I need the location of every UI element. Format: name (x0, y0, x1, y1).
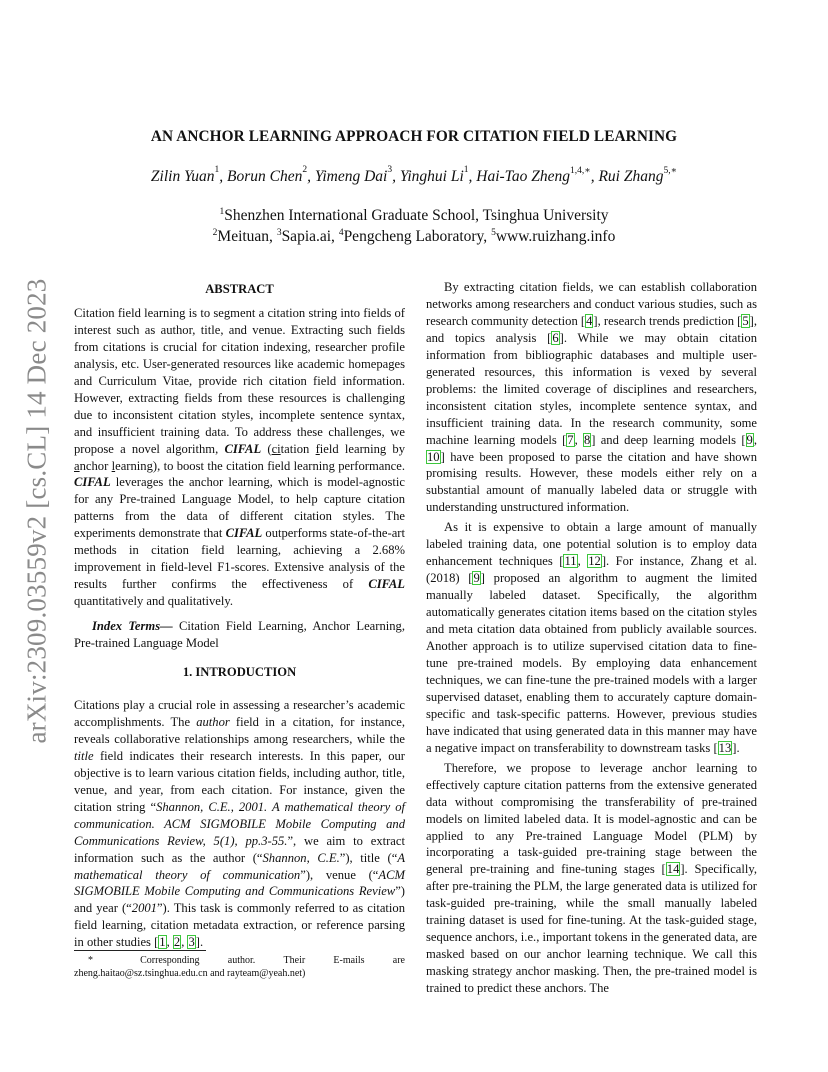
citation-link[interactable]: 12 (588, 554, 601, 569)
intro-right-column (426, 279, 757, 997)
introduction-heading: 1. INTRODUCTION (182, 665, 297, 679)
footnote-rule (74, 950, 206, 951)
citation-link[interactable]: 2 (173, 935, 181, 950)
intro-paragraph-1: Citations play a crucial role in assessing a researcher’s academic accomplishments. The author field in a citation, for instance, reveals collaborative relationships among researchers, while the title field indicates their research interests. In this paper, our objective is to learn various citation fields, including author, title, venue, and year, from each citation. For instance, given the citation string “Shannon, C.E., 2001. A mathematical theory of communication. ACM SIGMOBILE Mobile Computing and Communications Review, 5(1), pp.3-55.”, we aim to extract information such as the author (“Shannon, C.E.”), title (“A mathematical theory of communication”), venue (“ACM SIGMOBILE Mobile Computing and Communications Review”) and year (“2001”). This task is commonly referred to as citation field learning, citation metadata extraction, or reference parsing in other studies [1, 2, 3]. (74, 698, 406, 950)
citation-link[interactable]: 13 (718, 740, 732, 755)
affiliation-line-2: $^2$Meituan, $^3$Sapia.ai, $^4$Pengcheng Laboratory, $^5$www.ruizhang.info (212, 228, 616, 245)
intro-paragraph-2: By extracting citation fields, we can establish collaboration networks among researchers and conduct various studies, such as research community detection [4], research trends prediction [5], and topics analysis [6]. While we may obtain citation information from bibliographic databases and multiple user-generated resources, this information is vexed by several problems: the limited coverage of disciplines and researchers, inconsistent citation styles, incomplete sentence syntax, and insufficient training data. In the research community, some machine learning models [7, 8] and deep learning models [9, 10] have been proposed to parse the citation and have shown promising results. However, these models either rely on a substantial amount of manually labeled data or struggle with understanding unstructured information. (426, 280, 757, 515)
affiliations (74, 205, 754, 247)
citation-link[interactable]: 8 (583, 432, 591, 447)
citation-link[interactable]: 7 (567, 432, 574, 447)
abstract-body: Citation field learning is to segment a citation string into fields of interest such as author, title, and venue. Extracting such fields from citations is crucial for citation indexing, researcher profile analysis, etc. User-generated resources like academic homepages and Curriculum Vitae, provide rich citation field information. However, extracting fields from these resources is challenging due to inconsistent citation styles, incomplete sentence syntax, and insufficient training data. To address these challenges, we propose a novel algorithm, CIFAL (citation field learning by anchor learning), to boost the citation field learning performance. CIFAL leverages the anchor learning, which is model-agnostic for any Pre-trained Language Model, to help capture citation patterns from the data of different citation styles. The experiments demonstrate that CIFAL outperforms state-of-the-art methods in citation field learning, achieving a 2.68% improvement in field-level F1-scores. Extensive analysis of the results further confirms the effectiveness of CIFAL quantitatively and qualitatively. (74, 305, 406, 609)
citation-link[interactable]: 11 (564, 554, 577, 569)
citation-link[interactable]: 5 (742, 313, 749, 328)
citation-link[interactable]: 14 (666, 862, 680, 877)
arxiv-id: arXiv:2309.03559v2 [cs.CL] 14 Dec 2023 (21, 277, 52, 744)
citation-link[interactable]: 10 (427, 449, 440, 464)
introduction-heading-block (74, 664, 405, 681)
footnote: * Corresponding author. Their E-mails are zheng.haitao@sz.tsinghua.edu.cn and rayteam@yeah.net) (74, 955, 405, 979)
citation-link[interactable]: 9 (473, 571, 480, 586)
author-list: Zilin Yuan$^1$, Borun Chen$^2$, Yimeng Dai$^3$, Yinghui Li$^1$, Hai-Tao Zheng$^{1,4,∗}$, Rui Zhang$^{5,∗}$ (150, 165, 678, 185)
citation-link[interactable]: 3 (188, 935, 195, 950)
abstract-heading: ABSTRACT (205, 282, 274, 296)
citation-link[interactable]: 6 (552, 330, 559, 345)
affiliation-line-1: $^1$Shenzhen International Graduate School, Tsinghua University (219, 207, 609, 224)
abstract-section (74, 281, 405, 652)
intro-paragraph-4: Therefore, we propose to leverage anchor learning to effectively capture citation patterns from the extensive generated data without compromising the transferability of pre-trained models on limited labeled data. It is model-agnostic and can be applied to any Pre-trained Language Model (PLM) by incorporating a task-guided pre-training stage between the general pre-training and fine-tuning stages [14]. Specifically, after pre-training the PLM, the large generated data is utilized for task-guided pre-training, while the small manually labeled training dataset is used for fine-tuning. At the task-guided stage, sequence anchors, i.e., important tokens in the generated data, are masked based on our anchor learning technique. We call this masking strategy anchor masking. Then, the pre-trained model is trained to predict these anchors. The (426, 760, 758, 996)
index-terms: Index Terms— Citation Field Learning, Anchor Learning, Pre-trained Language Model (74, 619, 405, 651)
arxiv-stamp (21, 277, 52, 744)
citation-link[interactable]: 1 (159, 935, 166, 950)
paper-title: AN ANCHOR LEARNING APPROACH FOR CITATION FIELD LEARNING (150, 128, 678, 145)
intro-paragraph-3: As it is expensive to obtain a large amount of manually labeled training data, one potential solution is to employ data enhancement techniques [11, 12]. For instance, Zhang et al.(2018) [9] proposed an algorithm to augment the limited manually labeled dataset. Specifically, the algorithm automatically generates citation items based on the citation styles and meta citation data obtained from publicly available sources. Another approach is to utilize supervised citation data to fine-tune pre-trained models. By employing data enhancement techniques, we can fine-tune the pre-trained models with a larger supervised dataset, enabling them to accurately capture domain-specific and task-specific patterns. However, previous studies have indicated that using generated data in this manner may have a negative impact on transferability to downstream tasks [13]. (426, 520, 758, 755)
citation-link[interactable]: 9 (746, 432, 753, 447)
citation-link[interactable]: 4 (586, 313, 593, 328)
